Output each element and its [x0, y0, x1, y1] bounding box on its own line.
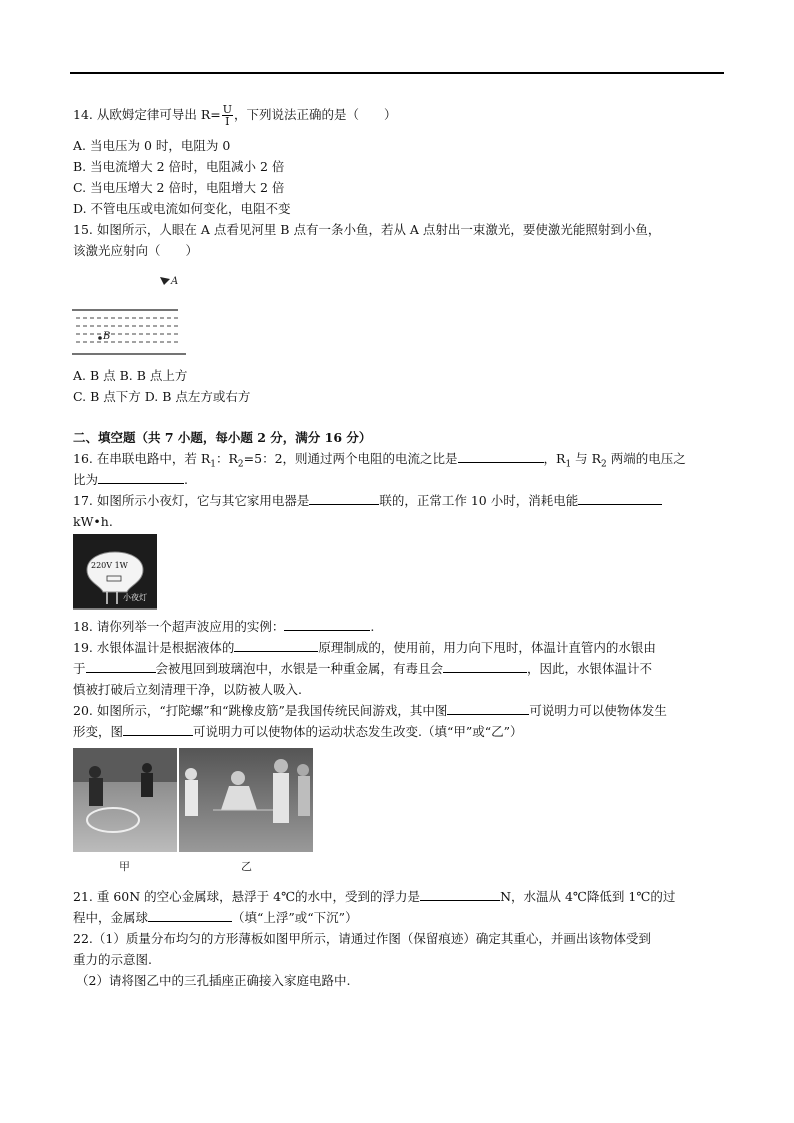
night-light-label: 小夜灯	[123, 593, 147, 602]
q20-blank-motion[interactable]	[123, 723, 193, 736]
q15-options-cd: C. B 点下方 D. B 点左方或右方	[73, 389, 251, 404]
formula-fraction: $\frac{U}{I}$	[222, 103, 232, 128]
q16-blank-voltage-ratio[interactable]	[98, 471, 184, 484]
q16-blank-current-ratio[interactable]	[458, 450, 544, 463]
q19-stem-line2: 于 会被甩回到玻璃泡中，水银是一种重金属，有毒且会 ，因此，水银体温计不	[73, 661, 653, 676]
q21-stem-line2: 程中，金属球 （填“上浮”或“下沉”）	[73, 910, 358, 925]
q18-stem: 18. 请你列举一个超声波应用的实例： .	[73, 619, 375, 634]
q21-blank-buoyancy[interactable]	[420, 888, 500, 901]
figure-yi-caption: 乙	[241, 860, 252, 873]
q14-option-a: A. 当电压为 0 时，电阻为 0	[73, 138, 231, 153]
q14-option-d: D. 不管电压或电流如何变化，电阻不变	[73, 201, 291, 216]
q17-stem-line1: 17. 如图所示小夜灯，它与其它家用电器是 联的，正常工作 10 小时，消耗电能	[73, 492, 662, 510]
header-rule	[70, 72, 724, 74]
q20-stem-line1: 20. 如图所示，“打陀螺”和“跳橡皮筋”是我国传统民间游戏，其中图 可说明力可以使物体发生	[73, 703, 667, 718]
q17-blank-connection[interactable]	[309, 492, 379, 505]
folk-games-photo	[73, 748, 313, 878]
point-b-label: B	[103, 331, 111, 342]
q22-stem-line2: 重力的示意图.	[73, 952, 152, 967]
river-figure	[72, 268, 192, 356]
q19-blank-inertia[interactable]	[86, 660, 156, 673]
q14-option-c: C. 当电压增大 2 倍时，电阻增大 2 倍	[73, 180, 285, 195]
q19-blank-evaporate[interactable]	[443, 660, 527, 673]
q14-option-b: B. 当电流增大 2 倍时，电阻减小 2 倍	[73, 159, 285, 174]
night-light-photo	[73, 534, 157, 610]
q16-stem-line1: 16. 在串联电路中，若 $R_1$：$R_2=5$：2，则通过两个电阻的电流之比是 ，$R_1$ 与 $R_2$ 两端的电压之	[73, 451, 686, 470]
q19-stem-line1: 19. 水银体温计是根据液体的 原理制成的，使用前，用力向下甩时，体温计直管内的水银由	[73, 640, 656, 655]
q19-stem-line3: 慎被打破后立刻清理干净，以防被人吸入.	[73, 682, 302, 697]
q21-blank-direction[interactable]	[148, 909, 232, 922]
q20-blank-deformation[interactable]	[447, 702, 529, 715]
q17-stem-line2: kW•h.	[73, 514, 113, 529]
q22-stem-line1: 22.（1）质量分布均匀的方形薄板如图甲所示，请通过作图（保留痕迹）确定其重心，并画出该物体受到	[73, 931, 651, 946]
q17-blank-energy[interactable]	[578, 492, 662, 505]
q15-options-ab: A. B 点 B. B 点上方	[73, 368, 188, 383]
q14-stem: 14. 从欧姆定律可导出 R= $\frac{U}{I}$ ，下列说法正确的是（ ）	[73, 103, 397, 128]
point-a-label: A	[171, 276, 179, 287]
rating-label: 220V 1W	[91, 561, 128, 570]
q22-stem-line3: （2）请将图乙中的三孔插座正确接入家庭电路中.	[76, 973, 351, 988]
q19-blank-principle[interactable]	[234, 639, 318, 652]
q20-stem-line2: 形变，图 可说明力可以使物体的运动状态发生改变.（填“甲”或“乙”）	[73, 724, 523, 739]
q18-blank[interactable]	[284, 618, 370, 631]
q16-stem-line2: 比为 .	[73, 472, 188, 487]
section-title: 二、填空题（共 7 小题，每小题 2 分，满分 16 分）	[73, 430, 372, 445]
figure-jia-caption: 甲	[119, 860, 130, 873]
q15-stem-line2: 该激光应射向（ ）	[73, 243, 199, 258]
q15-stem-line1: 15. 如图所示，人眼在 A 点看见河里 B 点有一条小鱼，若从 A 点射出一束激光，要使激光能照射到小鱼，	[73, 222, 661, 237]
q21-stem-line1: 21. 重 60N 的空心金属球，悬浮于 4℃的水中，受到的浮力是 N，水温从 4℃降低到 1℃的过	[73, 889, 676, 904]
